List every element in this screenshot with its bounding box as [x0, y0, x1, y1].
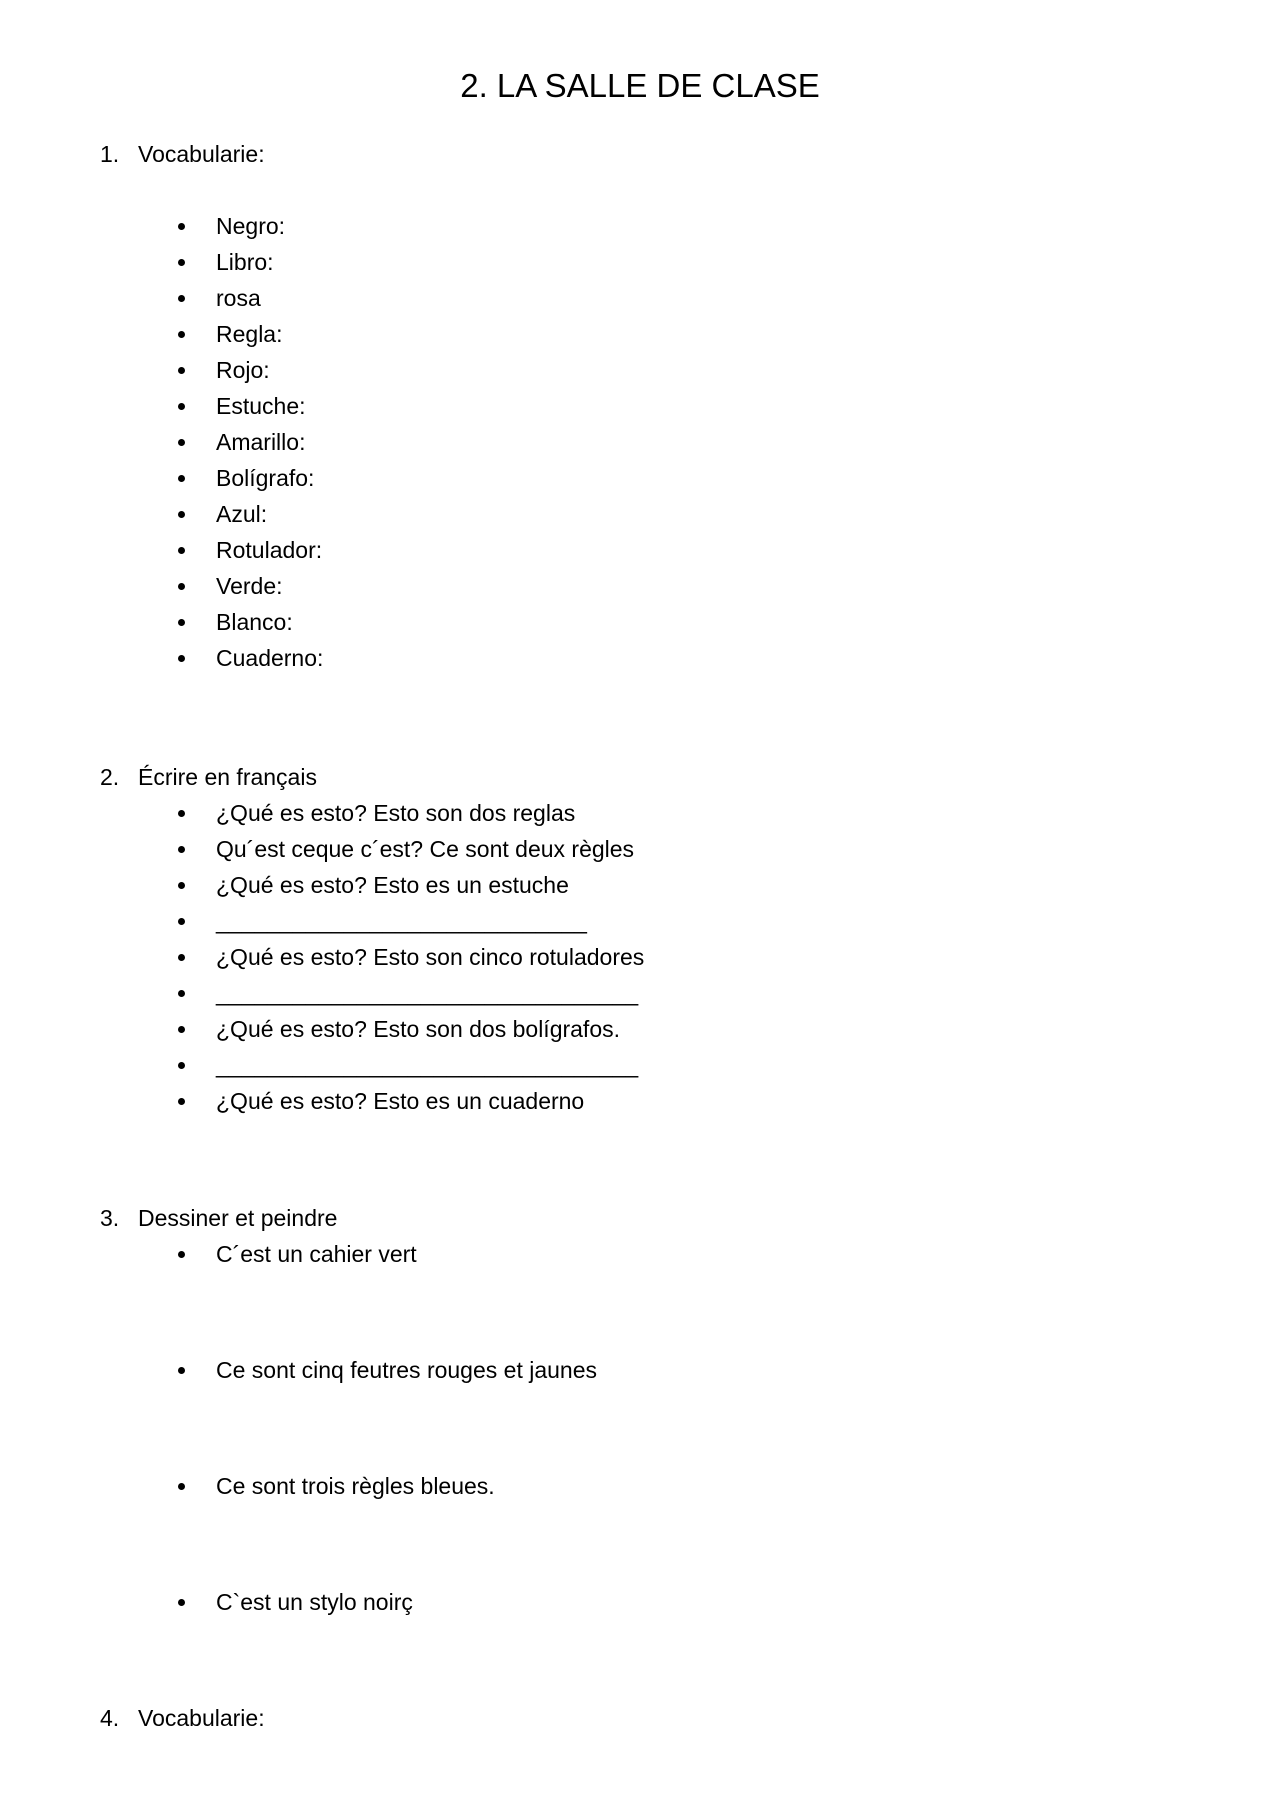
answer-line: _________________________________: [0, 975, 1280, 1011]
bullet-icon: [178, 882, 185, 889]
bullet-icon: [178, 367, 185, 374]
bullet-icon: [178, 918, 185, 925]
list-item: C´est un cahier vert: [0, 1236, 1280, 1352]
bullet-icon: [178, 1026, 185, 1033]
bullet-icon: [178, 810, 185, 817]
bullet-icon: [178, 511, 185, 518]
section-number: 2.: [100, 764, 120, 790]
list-item: Libro:: [0, 244, 1280, 280]
bullet-icon: [178, 1367, 185, 1374]
bullet-icon: [178, 1599, 185, 1606]
list-item: Regla:: [0, 316, 1280, 352]
bullet-icon: [178, 259, 185, 266]
bullet-icon: [178, 223, 185, 230]
bullet-icon: [178, 954, 185, 961]
list-item: rosa: [0, 280, 1280, 316]
list-item: Negro:: [0, 208, 1280, 244]
list-item: Blanco:: [0, 604, 1280, 640]
list-item: ¿Qué es esto? Esto son cinco rotuladores: [0, 939, 1280, 975]
section-number: 1.: [100, 141, 120, 167]
list-item: ¿Qué es esto? Esto es un cuaderno: [0, 1083, 1280, 1119]
section-number: 4.: [100, 1705, 120, 1731]
section-label: Dessiner et peindre: [138, 1205, 338, 1231]
bullet-icon: [178, 439, 185, 446]
section-3-list: [0, 1236, 1280, 1700]
bullet-icon: [178, 475, 185, 482]
answer-line: _________________________________: [0, 1047, 1280, 1083]
list-item: Estuche:: [0, 388, 1280, 424]
list-item: ¿Qué es esto? Esto son dos reglas: [0, 795, 1280, 831]
page-title: 2. LA SALLE DE CLASE: [460, 67, 820, 104]
list-item: Qu´est ceque c´est? Ce sont deux règles: [0, 831, 1280, 867]
section-label: Vocabularie:: [138, 1705, 265, 1731]
list-item: ¿Qué es esto? Esto son dos bolígrafos.: [0, 1011, 1280, 1047]
list-item: Ce sont cinq feutres rouges et jaunes: [0, 1352, 1280, 1468]
section-1-list: [0, 208, 1280, 676]
list-item: C`est un stylo noirç: [0, 1584, 1280, 1700]
list-item: Azul:: [0, 496, 1280, 532]
list-item: Ce sont trois règles bleues.: [0, 1468, 1280, 1584]
bullet-icon: [178, 403, 185, 410]
section-2-list: [0, 795, 1280, 1119]
bullet-icon: [178, 547, 185, 554]
list-item: Bolígrafo:: [0, 460, 1280, 496]
list-item: Rojo:: [0, 352, 1280, 388]
section-number: 3.: [100, 1205, 120, 1231]
bullet-icon: [178, 990, 185, 997]
answer-line: _____________________________: [0, 903, 1280, 939]
bullet-icon: [178, 1483, 185, 1490]
bullet-icon: [178, 1098, 185, 1105]
bullet-icon: [178, 1062, 185, 1069]
bullet-icon: [178, 655, 185, 662]
bullet-icon: [178, 1251, 185, 1258]
list-item: ¿Qué es esto? Esto es un estuche: [0, 867, 1280, 903]
section-label: Écrire en français: [138, 764, 317, 790]
section-label: Vocabularie:: [138, 141, 265, 167]
list-item: Amarillo:: [0, 424, 1280, 460]
list-item: Cuaderno:: [0, 640, 1280, 676]
bullet-icon: [178, 295, 185, 302]
bullet-icon: [178, 619, 185, 626]
bullet-icon: [178, 331, 185, 338]
bullet-icon: [178, 583, 185, 590]
bullet-icon: [178, 846, 185, 853]
list-item: Rotulador:: [0, 532, 1280, 568]
list-item: Verde:: [0, 568, 1280, 604]
